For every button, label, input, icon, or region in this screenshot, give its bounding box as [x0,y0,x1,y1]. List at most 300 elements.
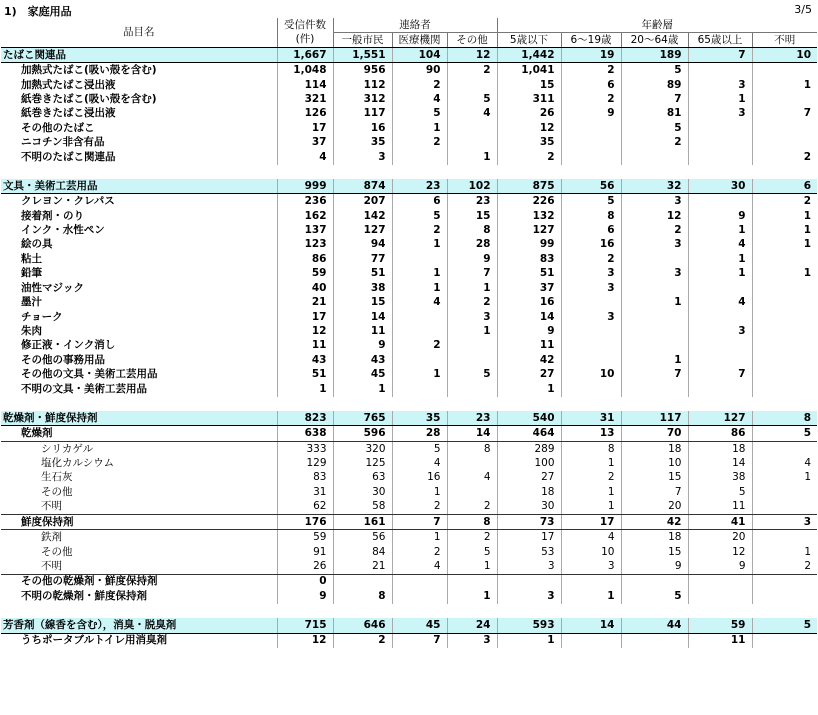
value-cell: 333 [277,441,333,456]
table-row [1,238,817,252]
item-name-cell: 不明の文具・美術工芸用品 [21,382,147,395]
value-cell: 1,551 [333,48,392,63]
value-cell: 129 [277,456,333,470]
value-cell: 8 [752,411,817,426]
value-cell: 13 [561,426,621,441]
value-cell [621,324,688,338]
value-cell [688,353,752,367]
value-cell: 11 [688,633,752,648]
value-cell: 16 [333,121,392,135]
value-cell: 15 [621,471,688,485]
value-cell: 83 [497,252,561,266]
value-cell: 81 [621,107,688,121]
age-group-header: 年齢層 [497,18,817,33]
item-name-cell: 不明 [1,500,277,515]
value-cell: 11 [333,324,392,338]
value-cell: 45 [333,368,392,382]
value-cell [621,281,688,295]
contact-group-header: 連絡者 [333,18,497,33]
table-row [1,426,817,441]
value-cell: 3 [561,559,621,574]
value-cell: 4 [688,295,752,309]
value-cell: 540 [497,411,561,426]
value-cell [752,633,817,648]
category-row [1,411,817,426]
value-cell: 38 [333,281,392,295]
value-cell: 10 [621,456,688,470]
value-cell: 1 [392,267,447,281]
value-cell: 91 [277,545,333,559]
value-cell: 14 [333,310,392,324]
spacer-cell [1,165,817,179]
value-cell: 58 [333,500,392,515]
value-cell: 646 [333,618,392,633]
value-cell: 21 [333,559,392,574]
value-cell: 14 [447,426,497,441]
value-cell: 6 [561,78,621,92]
value-cell [752,353,817,367]
value-cell: 3 [752,515,817,530]
contact-col-header: その他 [447,33,497,48]
table-body [1,48,817,648]
value-cell: 53 [497,545,561,559]
value-cell: 30 [333,485,392,499]
value-cell: 23 [447,194,497,209]
value-cell [392,310,447,324]
value-cell: 9 [561,107,621,121]
value-cell: 1 [392,238,447,252]
value-cell: 73 [497,515,561,530]
value-cell: 1 [561,485,621,499]
item-name-cell: 乾燥剤 [1,426,277,441]
value-cell: 42 [497,353,561,367]
value-cell: 8 [447,441,497,456]
value-cell: 8 [447,515,497,530]
table-row [1,441,817,456]
value-cell [752,281,817,295]
value-cell: 207 [333,194,392,209]
value-cell: 35 [497,136,561,150]
item-name-cell: 乾燥剤・鮮度保持剤 [1,411,277,426]
table-row [1,267,817,281]
value-cell: 100 [497,456,561,470]
value-cell [447,136,497,150]
value-cell: 30 [688,179,752,194]
value-cell [752,136,817,150]
value-cell: 2 [497,150,561,164]
value-cell: 1 [752,238,817,252]
table-row [1,281,817,295]
item-name-cell: 不明のたばこ関連品 [21,150,116,163]
value-cell: 11 [688,500,752,515]
table-row [1,339,817,353]
value-cell [688,382,752,396]
value-cell: 1 [497,382,561,396]
value-cell: 3 [621,238,688,252]
value-cell [561,150,621,164]
value-cell: 43 [277,353,333,367]
value-cell: 320 [333,441,392,456]
item-name-cell: その他 [41,485,73,498]
value-cell: 2 [392,78,447,92]
table-row [1,78,817,92]
value-cell: 2 [621,136,688,150]
value-cell: 24 [447,618,497,633]
value-cell: 117 [621,411,688,426]
table-row [1,324,817,338]
value-cell: 17 [277,310,333,324]
category-row [1,618,817,633]
value-cell: 2 [392,545,447,559]
age-col-header: 20～64歳 [621,33,688,48]
page-title: 1) 家庭用品 [4,5,72,18]
item-name-cell: 加熱式たばこ浸出液 [21,78,116,91]
value-cell [447,78,497,92]
table-row [1,368,817,382]
table-row [1,136,817,150]
value-cell: 176 [277,515,333,530]
value-cell [752,63,817,78]
table-row [1,92,817,106]
value-cell: 3 [497,589,561,603]
value-cell: 35 [333,136,392,150]
value-cell: 16 [497,295,561,309]
value-cell [752,295,817,309]
value-cell [752,382,817,396]
value-cell [447,339,497,353]
value-cell: 321 [277,92,333,106]
value-cell: 4 [688,238,752,252]
value-cell: 14 [561,618,621,633]
value-cell [447,456,497,470]
value-cell: 10 [561,545,621,559]
value-cell: 1 [688,267,752,281]
value-cell: 1 [392,485,447,499]
value-cell: 112 [333,78,392,92]
item-name-cell: 絵の具 [21,238,53,251]
value-cell [333,574,392,589]
item-name-cell: ニコチン非含有品 [21,136,105,149]
value-cell: 1 [392,121,447,135]
value-cell: 4 [752,456,817,470]
value-cell: 83 [277,471,333,485]
item-name-cell: その他のたばこ [21,121,95,134]
value-cell: 99 [497,238,561,252]
table-row [1,150,817,164]
value-cell: 956 [333,63,392,78]
value-cell: 5 [561,194,621,209]
value-cell: 9 [497,324,561,338]
value-cell [688,63,752,78]
value-cell: 12 [621,209,688,223]
value-cell: 17 [277,121,333,135]
item-name-cell: うちポータブルトイレ用消臭剤 [21,634,168,647]
value-cell: 14 [497,310,561,324]
value-cell: 5 [621,63,688,78]
item-name-cell: その他の事務用品 [21,353,105,366]
value-cell: 1 [447,281,497,295]
value-cell [392,589,447,603]
value-cell: 5 [447,92,497,106]
value-cell: 18 [688,441,752,456]
value-cell: 593 [497,618,561,633]
value-cell [392,252,447,266]
value-cell [497,574,561,589]
value-cell: 3 [447,310,497,324]
value-cell: 3 [333,150,392,164]
item-name-cell: その他の乾燥剤・鮮度保持剤 [21,575,158,588]
table-row [1,252,817,266]
statistics-table [1,18,817,648]
table-row [1,194,817,209]
value-cell: 59 [277,267,333,281]
item-name-cell: 接着剤・のり [21,209,84,222]
value-cell [688,150,752,164]
value-cell: 4 [392,456,447,470]
value-cell: 20 [621,500,688,515]
value-cell: 62 [277,500,333,515]
value-cell: 17 [561,515,621,530]
value-cell: 2 [752,194,817,209]
contact-col-header: 医療機関 [392,33,447,48]
value-cell: 9 [333,339,392,353]
value-cell: 86 [277,252,333,266]
value-cell [752,530,817,545]
value-cell: 17 [497,530,561,545]
value-cell: 90 [392,63,447,78]
value-cell [392,324,447,338]
value-cell: 41 [688,515,752,530]
value-cell: 126 [277,107,333,121]
value-cell: 236 [277,194,333,209]
value-cell: 8 [447,223,497,237]
value-cell [752,589,817,603]
value-cell: 18 [621,530,688,545]
age-col-header: 6～19歳 [561,33,621,48]
value-cell [752,368,817,382]
value-cell: 56 [333,530,392,545]
value-cell: 51 [333,267,392,281]
value-cell: 127 [497,223,561,237]
value-cell: 23 [447,411,497,426]
value-cell: 12 [688,545,752,559]
value-cell: 1 [392,530,447,545]
value-cell [561,121,621,135]
value-cell: 127 [688,411,752,426]
table-row [1,353,817,367]
value-cell: 51 [277,368,333,382]
value-cell: 1,048 [277,63,333,78]
item-name-cell: 芳香剤（線香を含む），消臭・脱臭剤 [1,618,277,633]
value-cell: 1 [561,500,621,515]
spacer-cell [1,604,817,618]
item-name-cell: 不明 [1,559,277,574]
value-cell: 3 [447,633,497,648]
value-cell: 89 [621,78,688,92]
value-cell: 1 [392,368,447,382]
value-cell: 1 [688,92,752,106]
item-name-cell: 鉛筆 [21,267,42,280]
item-name-cell: クレヨン・クレパス [21,195,115,208]
table-row [1,223,817,237]
value-cell: 56 [561,179,621,194]
value-cell: 1 [561,589,621,603]
value-cell: 2 [561,63,621,78]
value-cell: 1 [447,150,497,164]
value-cell: 1 [392,281,447,295]
value-cell [621,310,688,324]
value-cell [752,441,817,456]
item-name-cell: たばこ関連品 [1,48,277,63]
value-cell: 4 [447,107,497,121]
value-cell: 8 [333,589,392,603]
table-row [1,471,817,485]
value-cell: 32 [621,179,688,194]
value-cell: 19 [561,48,621,63]
table-row [1,500,817,515]
value-cell: 2 [447,500,497,515]
value-cell: 1 [752,78,817,92]
value-cell: 2 [447,530,497,545]
value-cell: 31 [277,485,333,499]
value-cell [561,324,621,338]
table-row [1,209,817,223]
value-cell: 6 [561,223,621,237]
value-cell: 1 [688,252,752,266]
value-cell: 189 [621,48,688,63]
value-cell: 9 [447,252,497,266]
value-cell [621,382,688,396]
value-cell: 226 [497,194,561,209]
value-cell [752,310,817,324]
value-cell: 5 [621,121,688,135]
value-cell: 162 [277,209,333,223]
value-cell: 5 [752,618,817,633]
value-cell: 94 [333,238,392,252]
value-cell: 1,041 [497,63,561,78]
value-cell: 9 [277,589,333,603]
value-cell: 63 [333,471,392,485]
value-cell: 23 [392,179,447,194]
value-cell: 84 [333,545,392,559]
value-cell [447,485,497,499]
value-cell: 2 [621,223,688,237]
value-cell [688,136,752,150]
value-cell: 30 [497,500,561,515]
value-cell: 3 [621,267,688,281]
value-cell [392,150,447,164]
value-cell [752,92,817,106]
table-row [1,63,817,78]
value-cell: 311 [497,92,561,106]
item-name-cell: 朱肉 [21,325,42,338]
value-cell [688,281,752,295]
value-cell: 15 [447,209,497,223]
value-cell: 6 [752,179,817,194]
value-cell [621,252,688,266]
value-cell: 15 [333,295,392,309]
value-cell: 16 [392,471,447,485]
age-col-header: 5歳以下 [497,33,561,48]
item-name-cell: 生石灰 [41,471,73,484]
value-cell: 1 [447,559,497,574]
value-cell: 27 [497,471,561,485]
value-cell: 10 [561,368,621,382]
table-row [1,559,817,574]
age-col-header: 65歳以上 [688,33,752,48]
value-cell: 7 [621,92,688,106]
value-cell: 8 [561,209,621,223]
value-cell: 44 [621,618,688,633]
value-cell: 2 [447,63,497,78]
value-cell: 26 [497,107,561,121]
value-cell: 7 [447,267,497,281]
received-count-header: 受信件数 [277,18,333,33]
value-cell: 1,667 [277,48,333,63]
value-cell: 9 [688,559,752,574]
value-cell: 28 [447,238,497,252]
value-cell [688,121,752,135]
value-cell: 2 [392,339,447,353]
value-cell [392,382,447,396]
value-cell: 1 [752,223,817,237]
value-cell: 59 [277,530,333,545]
value-cell [688,339,752,353]
value-cell: 5 [621,589,688,603]
value-cell: 117 [333,107,392,121]
value-cell: 1,442 [497,48,561,63]
value-cell [752,500,817,515]
item-name-cell: 加熱式たばこ(吸い殻を含む) [21,64,157,77]
item-name-cell: 紙巻きたばこ浸出液 [21,107,116,120]
item-name-cell: シリカゲル [41,442,94,455]
value-cell: 4 [447,471,497,485]
value-cell [447,353,497,367]
value-cell: 7 [392,515,447,530]
value-cell: 999 [277,179,333,194]
value-cell: 5 [392,107,447,121]
value-cell: 1 [752,471,817,485]
page-number: 3/5 [794,3,812,16]
value-cell [752,252,817,266]
item-name-cell: 紙巻きたばこ(吸い殻を含む) [21,93,157,106]
value-cell: 2 [447,295,497,309]
table-row [1,530,817,545]
value-cell [752,324,817,338]
value-cell [621,574,688,589]
spacer-row [1,604,817,618]
table-row [1,121,817,135]
value-cell: 70 [621,426,688,441]
received-count-unit: (件) [277,33,333,48]
item-name-cell: インク・水性ペン [21,223,105,236]
contact-col-header: 一般市民 [333,33,392,48]
value-cell: 10 [752,48,817,63]
spacer-cell [1,397,817,411]
item-name-cell: チョーク [21,310,63,323]
value-cell: 161 [333,515,392,530]
item-name-cell: その他の文具・美術工芸用品 [21,368,158,381]
value-cell: 596 [333,426,392,441]
value-cell: 59 [688,618,752,633]
value-cell [752,339,817,353]
item-name-cell: 鮮度保持剤 [1,515,277,530]
value-cell: 2 [392,223,447,237]
spacer-row [1,397,817,411]
value-cell: 12 [447,48,497,63]
value-cell: 142 [333,209,392,223]
value-cell [392,574,447,589]
